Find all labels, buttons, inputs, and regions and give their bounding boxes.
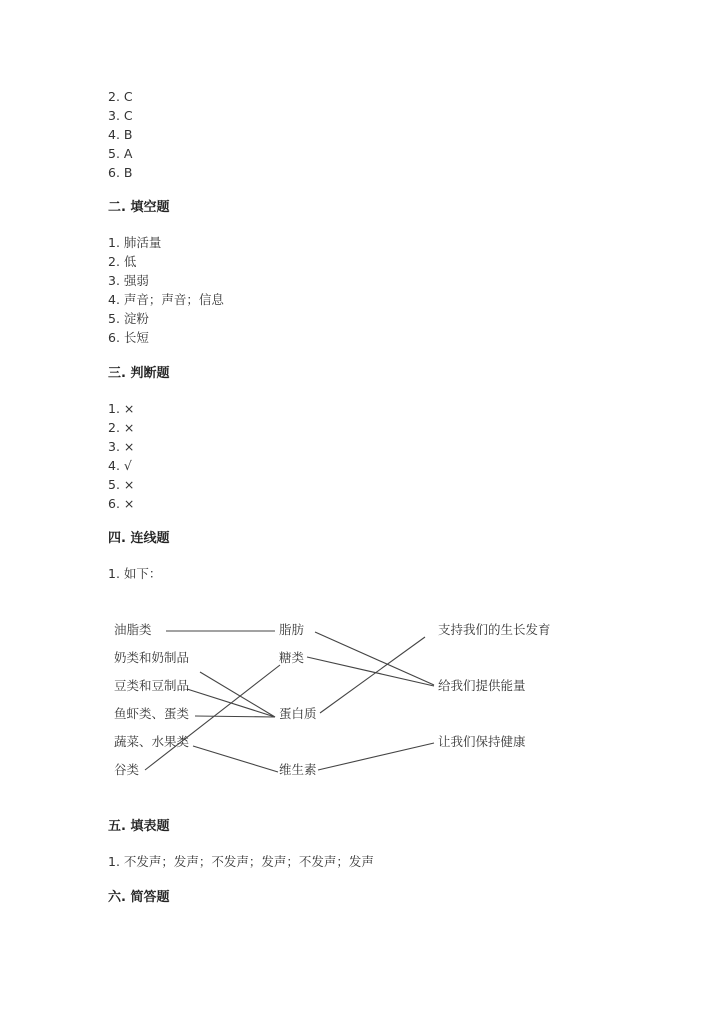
left-item: 奶类和奶制品 [114, 650, 190, 665]
answer-line: 1. 不发声；发声；不发声；发声；不发声；发声 [108, 854, 374, 869]
right-item: 给我们提供能量 [438, 678, 526, 693]
answer-line: 3. 强弱 [108, 273, 149, 288]
answer-line: 4. B [108, 127, 133, 142]
section-heading: 四. 连线题 [108, 531, 170, 546]
left-item: 油脂类 [114, 622, 152, 637]
left-item: 鱼虾类、蛋类 [114, 706, 190, 721]
answer-line: 2. C [108, 89, 133, 104]
middle-item: 维生素 [279, 762, 317, 777]
answer-line: 1. 肺活量 [108, 235, 162, 250]
answer-line: 1. 如下： [108, 566, 162, 581]
answer-line: 4. √ [108, 458, 132, 473]
right-item: 让我们保持健康 [438, 734, 526, 749]
match-line [320, 637, 425, 713]
left-item: 谷类 [114, 762, 140, 777]
match-line [193, 746, 278, 772]
answer-line: 1. × [108, 401, 135, 416]
answer-line: 2. 低 [108, 254, 137, 269]
answer-line: 3. × [108, 439, 135, 454]
left-item: 豆类和豆制品 [114, 678, 190, 693]
middle-item: 脂肪 [279, 622, 305, 637]
answer-line: 6. B [108, 165, 133, 180]
answer-line: 6. 长短 [108, 330, 149, 345]
match-line [200, 672, 275, 717]
answer-line: 5. A [108, 146, 133, 161]
match-line [318, 743, 434, 770]
answer-line: 6. × [108, 496, 135, 511]
middle-item: 蛋白质 [279, 706, 317, 721]
answer-line: 2. × [108, 420, 135, 435]
left-item: 蔬菜、水果类 [114, 734, 190, 749]
answer-line: 4. 声音；声音；信息 [108, 292, 224, 307]
match-line [195, 716, 275, 717]
answer-line: 5. × [108, 477, 135, 492]
answer-line: 3. C [108, 108, 133, 123]
section-heading: 六. 简答题 [108, 890, 170, 905]
middle-item: 糖类 [279, 650, 305, 665]
right-item: 支持我们的生长发育 [438, 622, 551, 637]
section-heading: 二. 填空题 [108, 200, 170, 215]
section-heading: 三. 判断题 [108, 366, 170, 381]
section-heading: 五. 填表题 [108, 819, 170, 834]
match-line [307, 657, 434, 686]
match-line [315, 632, 434, 685]
answer-line: 5. 淀粉 [108, 311, 149, 326]
